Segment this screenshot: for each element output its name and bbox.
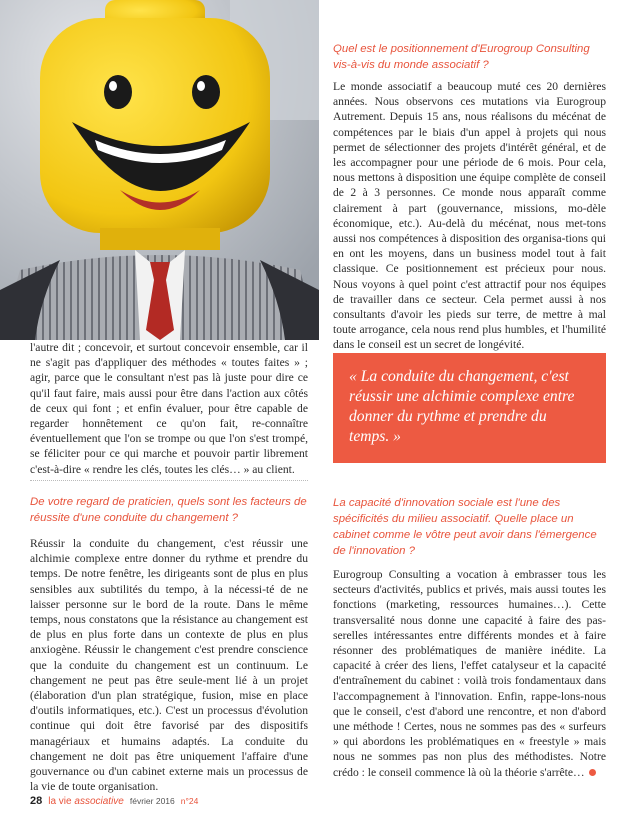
lego-figure-illustration — [0, 0, 319, 340]
page-footer — [30, 795, 198, 811]
answer-innovation-text: Eurogroup Consulting a vocation à embrasser tous les secteurs d'activités, publics et privés, mais aussi toutes les fonctions (marketing, ressources humaines…). Cette transversalité nous donne une capacité à faire des pas-serelles intéressantes entre différents mondes et à faire résonner des problématiques de manière inédite. La capacité à créer des liens, l'effet catalyseur et la capacité d'entraînement du cabinet : voilà trois fondamentaux dans l'accompagnement à l'innovation. Enfin, rappe-lons-nous que le conseil, c'est d'abord une rencontre, et non d'abord une méthode ! Certes, nous ne sommes pas des « surfeurs » qui abordons les problématiques en « freestyle » mais nous ne sommes pas non plus des méthodistes. Notre crédo : le conseil commence là où la théorie s'arrête… — [333, 568, 606, 779]
answer-positioning: Le monde associatif a beaucoup muté ces 20 dernières années. Nous observons ces mutations via Eurogroup Autrement. Depuis 15 ans, nous réalisons du mécénat de compétences par le biais d'un appel à projets qui nous permet de sélectionner des projets d'intérêt général, et de les accompagner pour une période de 6 mois. Pour cela, nous mettons à disposition une équipe complète de conseil de 2 à 3 personnes. Ce monde nous apparaît comme clairement à part (gouvernance, missions, mo-dèle économique, etc.). Au-delà du mécénat, nous met-tons aussi nos compétences à disposition des organisa-tions qui en ont les moyens, dans un business model tout à fait classique. Ce positionnement est précieux pour nous. Nous voyons à quel point c'est attractif pour nos équipes de travailler dans ce secteur. Cela permet aussi à nos consultants d'avoir les pieds sur terre, de mettre à mal toute arrogance, cela nous rend plus humbles, et l'humilité dans le conseil est un secret de longévité. — [333, 80, 606, 352]
pull-quote-box — [333, 353, 606, 463]
magazine-brand — [48, 796, 124, 807]
answer-innovation — [333, 567, 606, 780]
pull-quote: « La conduite du changement, c'est réussir une alchimie complexe entre donner du rythme et prendre du temps. » — [349, 368, 575, 445]
question-success-factors: De votre regard de praticien, quels sont les facteurs de réussite d'une conduite du changement ? — [30, 496, 307, 524]
end-mark-icon — [589, 769, 596, 776]
brand-la-vie: la vie — [48, 796, 72, 807]
brand-associative: associative — [74, 796, 124, 807]
right-column-bottom — [333, 495, 606, 780]
page-number: 28 — [30, 795, 43, 807]
answer-success-factors: Réussir la conduite du changement, c'est réussir une alchimie complexe entre donner du rythme et prendre du temps. De notre fenêtre, les dirigeants sont de plus en plus sensibles aux subtilités du tempo, à la nécessi-té de ne laisser personne sur le bord de la route. Dans le même temps, nous constatons que la résistance au changement est de plus en plus forte dans un contexte de plus en plus anxiogène. Réussir le changement c'est prendre conscience que la conduite du changement est un continuum. Le changement ne peut pas être seule-ment lié à un projet (élaboration d'un plan stratégique, fusion, mise en place d'outils informatiques, etc.). C'est un processus d'évolution continue qui doit être favorisé par des dispositifs managériaux et humains adaptés. La conduite du changement ne doit pas être uniquement l'affaire d'une gouvernance ou d'un cabinet externe mais un processus de la vie de toute organisation. — [30, 537, 308, 794]
left-top-paragraph: l'autre dit ; concevoir, et surtout concevoir ensemble, car il ne s'agit pas d'appliquer des méthodes « toutes faites » ; agir, parce que le consultant n'est pas là juste pour dire ce qu'il faut faire, mais aussi pour être dans l'action aux côtés de ceux qui font ; et enfin évaluer, pour être capable de regarder honnêtement ce qu'on fait, re-connaître éventuellement que l'on se trompe ou que l'on s'est trompé, se féliciter pour ce qui marche et pouvoir partir librement c'est-à-dire « rendre les clés, toutes les clés… » au client. — [30, 341, 308, 476]
question-positioning: Quel est le positionnement d'Eurogroup Consulting vis-à-vis du monde associatif ? — [333, 43, 590, 71]
issue-date: février 2016 — [129, 796, 175, 806]
section-divider — [30, 480, 308, 481]
question-innovation: La capacité d'innovation sociale est l'une des spécificités du milieu associatif. Quelle place un cabinet comme le vôtre peut avoir dans l'émergence de l'innovation ? — [333, 497, 597, 557]
left-column-top — [30, 340, 308, 477]
issue-number: n°24 — [180, 796, 199, 806]
left-column-bottom — [30, 494, 308, 794]
right-column-top — [333, 41, 606, 353]
lego-figure-photo — [0, 0, 319, 340]
